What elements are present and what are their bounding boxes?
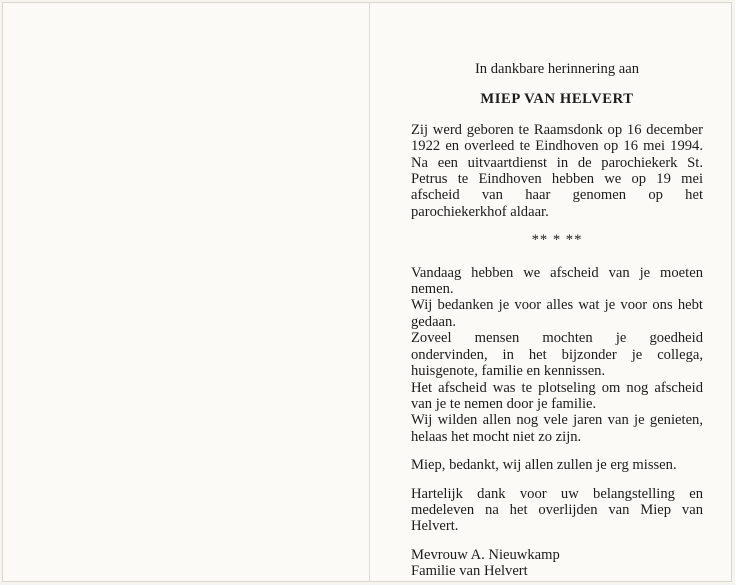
memorial-card	[2, 2, 732, 582]
message-line: Vandaag hebben we afscheid van je moeten nemen.	[411, 264, 703, 298]
card-left-panel	[3, 3, 369, 581]
message-line: Wij wilden allen nog vele jaren van je genieten, helaas het mocht niet zo zijn.	[411, 412, 703, 445]
signature-line: Familie van Helvert	[411, 563, 528, 580]
intro-text: In dankbare herinnering aan	[474, 61, 640, 77]
farewell-text: Miep, bedankt, wij allen zullen je erg missen.	[411, 457, 677, 474]
card-fold-line	[369, 3, 370, 581]
message-line: Wij bedanken je voor alles wat je voor ons hebt gedaan.	[411, 297, 703, 330]
message-block	[411, 265, 703, 445]
signature-line: Mevrouw A. Nieuwkamp	[411, 546, 560, 563]
message-line: Zoveel mensen mochten je goedheid ondervinden, in het bijzonder je collega, huisgenote, familie en kennissen.	[411, 330, 703, 380]
signature-block	[411, 547, 703, 580]
deceased-name: MIEP VAN HELVERT	[480, 91, 634, 108]
separator-stars: ** * **	[531, 232, 583, 249]
thanks-paragraph: Hartelijk dank voor uw belangstelling en medeleven na het overlijden van Miep van Helvert.	[411, 485, 703, 535]
message-line: Het afscheid was te plotseling om nog afscheid van je te nemen door je familie.	[411, 379, 703, 412]
bio-paragraph: Zij werd geboren te Raamsdonk op 16 december 1922 en overleed te Eindhoven op 16 mei 1994. Na een uitvaartdienst in de parochiekerk St. Petrus te Eindhoven hebben we op 19 mei afscheid van haar genomen op het parochiekerkhof aldaar.	[411, 121, 703, 220]
card-right-panel	[411, 61, 703, 580]
